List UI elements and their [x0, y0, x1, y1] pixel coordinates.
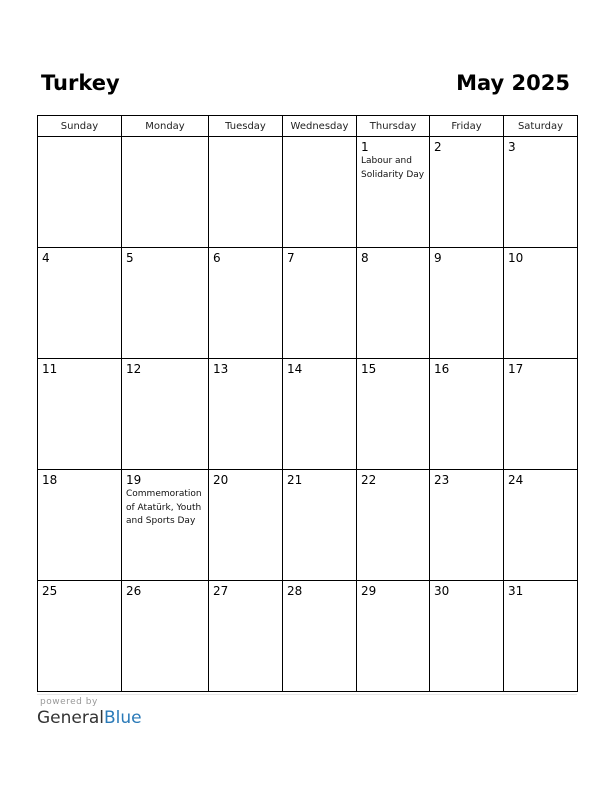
day-cell: [209, 137, 283, 248]
day-number: 16: [434, 362, 450, 376]
week-row: [38, 248, 578, 359]
day-cell: [38, 581, 122, 692]
powered-by-text: powered by: [40, 697, 98, 707]
calendar-grid: [37, 115, 578, 692]
day-cell: [430, 248, 504, 359]
day-number: 30: [434, 584, 450, 598]
day-number: 12: [126, 362, 142, 376]
week-row: [38, 137, 578, 248]
day-number: 3: [508, 140, 516, 154]
weekday-thursday: Thursday: [357, 116, 430, 137]
weekday-header-row: [38, 116, 578, 137]
day-cell: [357, 137, 430, 248]
generalblue-logo: [37, 708, 142, 728]
day-cell: [283, 359, 357, 470]
day-number: 26: [126, 584, 142, 598]
day-cell: [122, 137, 209, 248]
day-number: 2: [434, 140, 442, 154]
day-number: 18: [42, 473, 58, 487]
day-number: 7: [287, 251, 295, 265]
week-row: [38, 470, 578, 581]
day-number: 24: [508, 473, 524, 487]
day-cell: [283, 470, 357, 581]
day-cell: [209, 470, 283, 581]
logo-blue: Blue: [104, 708, 142, 728]
day-number: 1: [361, 140, 369, 154]
day-cell: [504, 581, 578, 692]
day-number: 19: [126, 473, 142, 487]
day-cell: [209, 359, 283, 470]
day-cell: [357, 248, 430, 359]
day-number: 27: [213, 584, 229, 598]
day-number: 28: [287, 584, 303, 598]
weekday-tuesday: Tuesday: [209, 116, 283, 137]
day-number: 21: [287, 473, 303, 487]
day-cell: [209, 248, 283, 359]
day-number: 11: [42, 362, 58, 376]
weekday-wednesday: Wednesday: [283, 116, 357, 137]
day-number: 31: [508, 584, 524, 598]
logo-general: General: [37, 708, 104, 728]
day-cell: [283, 137, 357, 248]
day-cell: [38, 248, 122, 359]
weekday-friday: Friday: [430, 116, 504, 137]
week-row: [38, 581, 578, 692]
day-cell: [122, 581, 209, 692]
day-number: 29: [361, 584, 377, 598]
day-cell: [357, 470, 430, 581]
day-cell: [504, 359, 578, 470]
day-number: 13: [213, 362, 229, 376]
day-cell: [357, 581, 430, 692]
day-cell: [209, 581, 283, 692]
day-number: 9: [434, 251, 442, 265]
day-number: 14: [287, 362, 303, 376]
week-row: [38, 359, 578, 470]
holiday-label: Commemoration of Atatürk, Youth and Sports Day: [126, 489, 202, 526]
day-number: 25: [42, 584, 58, 598]
day-number: 5: [126, 251, 134, 265]
day-cell: [504, 470, 578, 581]
day-cell: [504, 248, 578, 359]
holiday-label: Labour and Solidarity Day: [361, 156, 425, 180]
weekday-sunday: Sunday: [38, 116, 122, 137]
day-number: 15: [361, 362, 377, 376]
day-number: 8: [361, 251, 369, 265]
day-cell: [357, 359, 430, 470]
weekday-saturday: Saturday: [504, 116, 578, 137]
day-number: 6: [213, 251, 221, 265]
day-number: 4: [42, 251, 50, 265]
day-cell: [430, 359, 504, 470]
day-number: 10: [508, 251, 524, 265]
day-number: 20: [213, 473, 229, 487]
day-cell: [283, 581, 357, 692]
day-number: 22: [361, 473, 377, 487]
day-number: 17: [508, 362, 524, 376]
footer-divider: [37, 694, 577, 695]
day-cell: [430, 137, 504, 248]
day-cell: [430, 581, 504, 692]
month-title: May 2025: [456, 71, 570, 95]
day-cell: [122, 248, 209, 359]
day-cell: [38, 359, 122, 470]
day-number: 23: [434, 473, 450, 487]
country-title: Turkey: [41, 71, 120, 95]
day-cell: [38, 470, 122, 581]
day-cell: [38, 137, 122, 248]
day-cell: [122, 359, 209, 470]
day-cell: [504, 137, 578, 248]
weekday-monday: Monday: [122, 116, 209, 137]
day-cell: [122, 470, 209, 581]
day-cell: [430, 470, 504, 581]
day-cell: [283, 248, 357, 359]
